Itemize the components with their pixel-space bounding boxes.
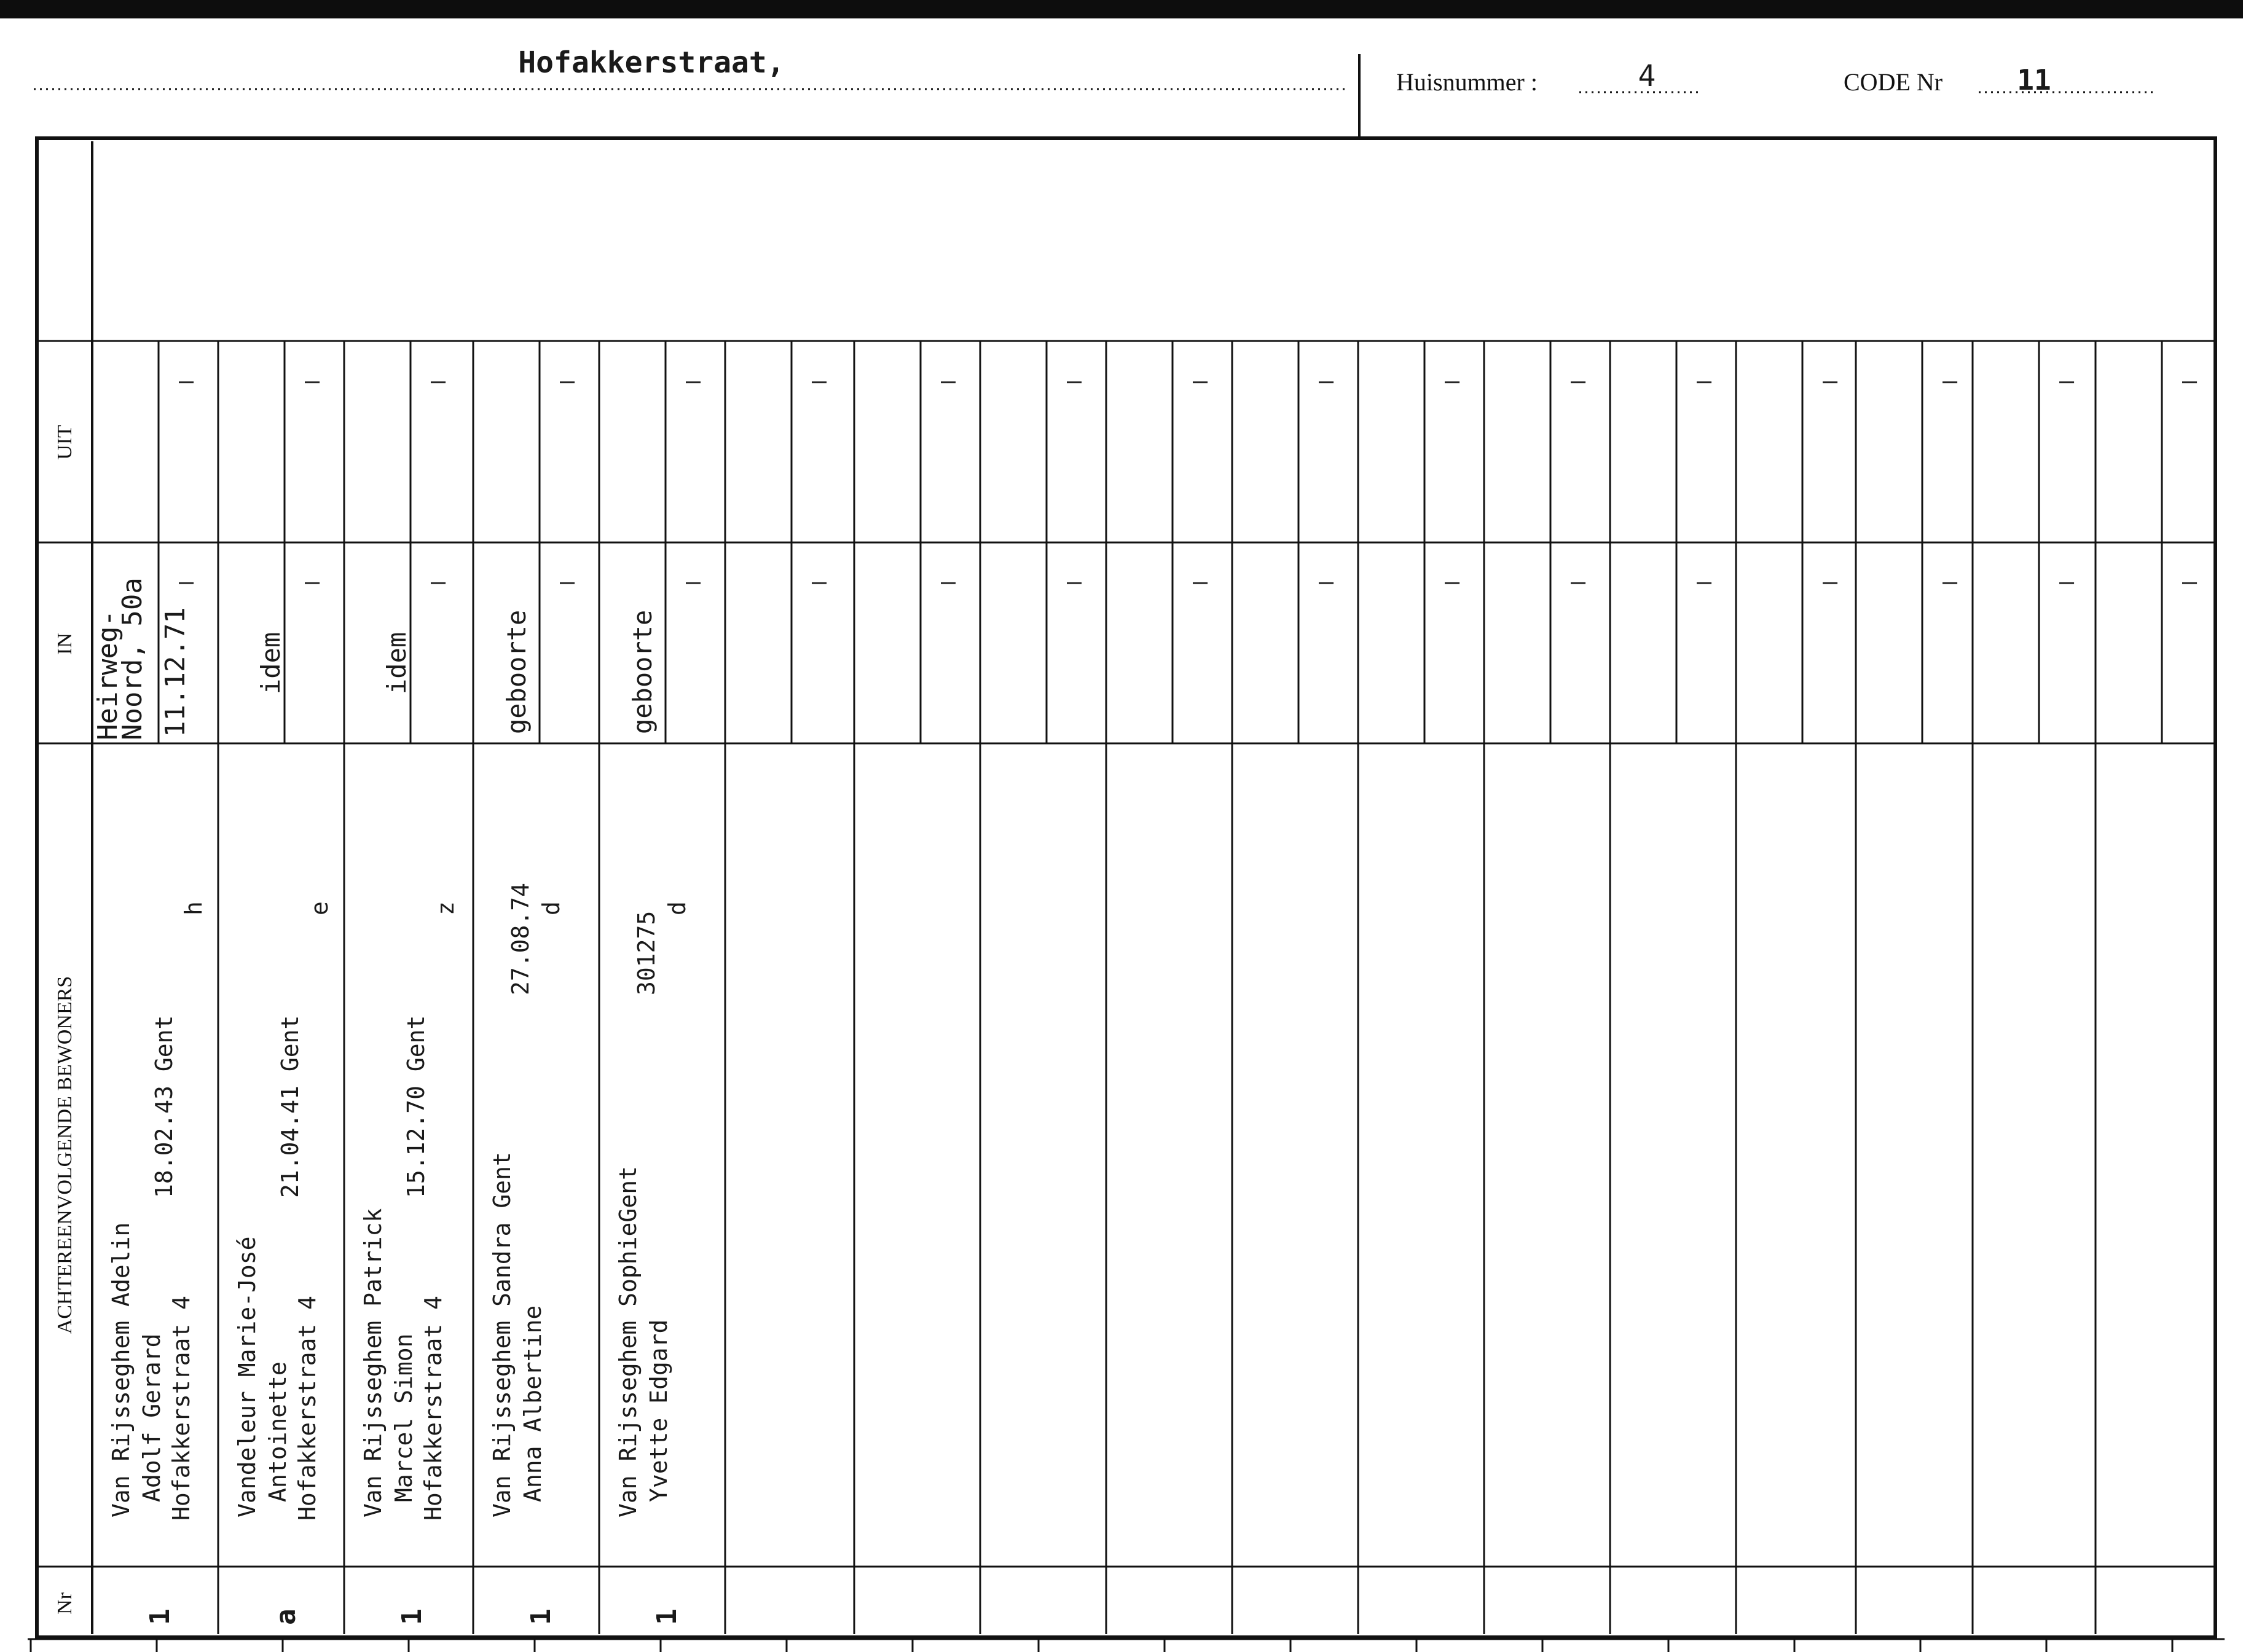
resident-columns (159, 341, 2162, 1634)
empty-dash-marks (179, 367, 2198, 596)
uit-label: UIT (53, 425, 76, 460)
empty-dash-mark: — (304, 367, 320, 395)
empty-dash-mark: — (1942, 568, 1958, 596)
in-origin: idem (256, 632, 286, 694)
empty-dash-mark: — (811, 568, 827, 596)
empty-dash-mark: — (2059, 568, 2075, 596)
empty-dash-mark: — (1066, 568, 1082, 596)
empty-dash-mark: — (1570, 568, 1586, 596)
resident-entry (615, 610, 691, 1625)
in-label: IN (53, 633, 76, 655)
birth-date-place: 301275 (633, 910, 660, 995)
resident-address: Hofakkerstraat 4 (294, 1295, 321, 1521)
entry-number: a (270, 1608, 302, 1625)
in-origin: idem (382, 632, 412, 694)
resident-address: Hofakkerstraat 4 (168, 1295, 195, 1521)
relation-code: z (432, 901, 459, 915)
empty-dash-mark: — (430, 367, 446, 395)
in-origin: geboorte (501, 609, 532, 734)
empty-dash-mark: — (1696, 568, 1712, 596)
empty-dash-mark: — (1318, 568, 1334, 596)
empty-dash-mark: — (178, 568, 194, 596)
empty-dash-mark: — (559, 568, 575, 596)
resident-given-names: Antoinette (264, 1361, 291, 1502)
register-grid (28, 138, 2225, 1639)
empty-dash-mark: — (685, 367, 701, 395)
relation-code: h (180, 901, 207, 915)
relation-code: e (306, 901, 333, 915)
empty-dash-mark: — (1570, 367, 1586, 395)
birth-date-place: 21.04.41 Gent (277, 1015, 304, 1198)
empty-dash-mark: — (2182, 367, 2198, 395)
top-scan-border (0, 0, 2243, 18)
resident-address: Hofakkerstraat 4 (420, 1295, 447, 1521)
resident-surname-line: Vandeleur Marie-José (234, 1236, 261, 1517)
resident-given-names: Marcel Simon (390, 1333, 417, 1502)
resident-given-names: Anna Albertine (519, 1305, 546, 1502)
empty-dash-mark: — (2059, 367, 2075, 395)
empty-dash-mark: — (1444, 568, 1460, 596)
entry-number: 1 (651, 1608, 683, 1625)
resident-entry (234, 632, 333, 1625)
birth-date-place: 27.08.74 (507, 882, 534, 995)
birth-date-place: 15.12.70 Gent (403, 1015, 430, 1198)
empty-dash-mark: — (685, 568, 701, 596)
empty-dash-mark: — (1192, 568, 1208, 596)
empty-dash-mark: — (304, 568, 320, 596)
in-date: 11.12.71 (160, 607, 191, 737)
street-name: Hofakkerstraat, (518, 45, 785, 80)
house-number-value: 4 (1638, 59, 1656, 93)
empty-dash-mark: — (1822, 367, 1838, 395)
entry-number: 1 (396, 1608, 428, 1625)
empty-dash-mark: — (1696, 367, 1712, 395)
resident-entry (489, 610, 565, 1625)
empty-dash-mark: — (1942, 367, 1958, 395)
empty-dash-mark: — (2182, 568, 2198, 596)
resident-surname-line: Van Rijsseghem SophieGent (615, 1166, 642, 1517)
empty-dash-mark: — (811, 367, 827, 395)
resident-surname-line: Van Rijsseghem Adelin (108, 1222, 135, 1517)
empty-dash-mark: — (1318, 367, 1334, 395)
code-number-value: 11 (2017, 63, 2051, 96)
empty-dash-mark: — (940, 367, 956, 395)
resident-entry (359, 632, 459, 1625)
residents-label: ACHTEREENVOLGENDE BEWONERS (53, 976, 76, 1334)
empty-dash-mark: — (559, 367, 575, 395)
empty-dash-mark: — (1444, 367, 1460, 395)
card-header (34, 45, 2154, 136)
empty-dash-mark: — (1066, 367, 1082, 395)
resident-entry (92, 577, 207, 1625)
house-number-label: Huisnummer : (1396, 68, 1538, 96)
entry-number: 1 (525, 1608, 557, 1625)
bottom-ticks (31, 1639, 2172, 1652)
birth-date-place: 18.02.43 Gent (151, 1015, 178, 1198)
empty-dash-mark: — (1822, 568, 1838, 596)
resident-given-names: Yvette Edgard (645, 1319, 672, 1502)
empty-dash-mark: — (178, 367, 194, 395)
resident-given-names: Adolf Gerard (138, 1333, 165, 1502)
side-labels (53, 425, 76, 1614)
empty-dash-mark: — (940, 568, 956, 596)
nr-label: Nr (53, 1592, 76, 1615)
empty-dash-mark: — (430, 568, 446, 596)
relation-code: d (664, 901, 691, 915)
code-label: CODE Nr (1844, 68, 1943, 96)
entry-number: 1 (144, 1608, 176, 1625)
resident-surname-line: Van Rijsseghem Sandra Gent (489, 1152, 516, 1517)
relation-code: d (538, 901, 565, 915)
in-previous-address-number: Noord, 50a (117, 577, 148, 740)
empty-dash-mark: — (1192, 367, 1208, 395)
in-origin: geboorte (627, 609, 658, 734)
resident-surname-line: Van Rijsseghem Patrick (359, 1208, 387, 1517)
in-previous-address: Heirweg- (92, 610, 124, 740)
resident-entries (92, 577, 691, 1625)
